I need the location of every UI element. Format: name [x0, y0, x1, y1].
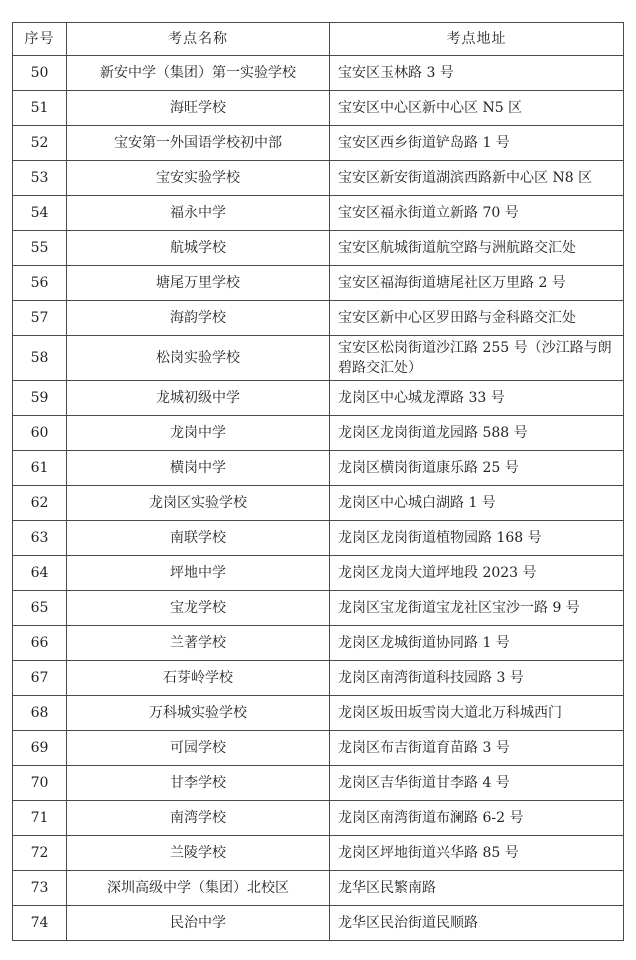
venue-name-cell: 海韵学校 — [67, 301, 330, 336]
serial-number-cell: 51 — [13, 91, 67, 126]
serial-number-cell: 52 — [13, 126, 67, 161]
table-row — [13, 556, 624, 591]
table-row — [13, 336, 624, 381]
table-row — [13, 381, 624, 416]
venue-address-cell: 龙岗区布吉街道育苗路 3 号 — [330, 731, 624, 766]
table-row — [13, 231, 624, 266]
venue-address-cell: 龙华区民治街道民顺路 — [330, 906, 624, 941]
venue-name-cell: 兰陵学校 — [67, 836, 330, 871]
table-row — [13, 871, 624, 906]
venue-name-cell: 海旺学校 — [67, 91, 330, 126]
venue-name-cell: 龙城初级中学 — [67, 381, 330, 416]
venue-name-cell: 万科城实验学校 — [67, 696, 330, 731]
serial-number-cell: 64 — [13, 556, 67, 591]
venue-name-cell: 福永中学 — [67, 196, 330, 231]
venue-name-cell: 宝安第一外国语学校初中部 — [67, 126, 330, 161]
venue-address-cell: 龙岗区南湾街道布澜路 6-2 号 — [330, 801, 624, 836]
header-serial-number: 序号 — [13, 23, 67, 56]
venue-name-cell: 宝安实验学校 — [67, 161, 330, 196]
header-venue-name: 考点名称 — [67, 23, 330, 56]
venue-name-cell: 南联学校 — [67, 521, 330, 556]
serial-number-cell: 68 — [13, 696, 67, 731]
serial-number-cell: 72 — [13, 836, 67, 871]
table-row — [13, 91, 624, 126]
venue-address-cell: 宝安区福永街道立新路 70 号 — [330, 196, 624, 231]
table-row — [13, 161, 624, 196]
venue-name-cell: 航城学校 — [67, 231, 330, 266]
venue-name-cell: 新安中学（集团）第一实验学校 — [67, 56, 330, 91]
serial-number-cell: 53 — [13, 161, 67, 196]
serial-number-cell: 63 — [13, 521, 67, 556]
table-row — [13, 801, 624, 836]
venue-address-cell: 宝安区新安街道湖滨西路新中心区 N8 区 — [330, 161, 624, 196]
venue-address-cell: 龙岗区南湾街道科技园路 3 号 — [330, 661, 624, 696]
table-row — [13, 126, 624, 161]
table-row — [13, 836, 624, 871]
serial-number-cell: 55 — [13, 231, 67, 266]
table-row — [13, 906, 624, 941]
table-row — [13, 591, 624, 626]
venue-address-cell: 龙岗区横岗街道康乐路 25 号 — [330, 451, 624, 486]
serial-number-cell: 71 — [13, 801, 67, 836]
venue-address-cell: 龙华区民繁南路 — [330, 871, 624, 906]
venue-address-cell: 龙岗区宝龙街道宝龙社区宝沙一路 9 号 — [330, 591, 624, 626]
venue-name-cell: 可园学校 — [67, 731, 330, 766]
venue-address-cell: 龙岗区坪地街道兴华路 85 号 — [330, 836, 624, 871]
table-row — [13, 626, 624, 661]
venue-address-cell: 龙岗区龙城街道协同路 1 号 — [330, 626, 624, 661]
venue-name-cell: 龙岗中学 — [67, 416, 330, 451]
venue-name-cell: 甘李学校 — [67, 766, 330, 801]
serial-number-cell: 69 — [13, 731, 67, 766]
table-row — [13, 301, 624, 336]
venue-address-cell: 龙岗区龙岗街道植物园路 168 号 — [330, 521, 624, 556]
table-row — [13, 266, 624, 301]
table-row — [13, 416, 624, 451]
venue-name-cell: 横岗中学 — [67, 451, 330, 486]
venue-name-cell: 塘尾万里学校 — [67, 266, 330, 301]
serial-number-cell: 74 — [13, 906, 67, 941]
venue-name-cell: 龙岗区实验学校 — [67, 486, 330, 521]
serial-number-cell: 59 — [13, 381, 67, 416]
venue-address-cell: 龙岗区吉华街道甘李路 4 号 — [330, 766, 624, 801]
venue-name-cell: 石芽岭学校 — [67, 661, 330, 696]
serial-number-cell: 54 — [13, 196, 67, 231]
venue-address-cell: 龙岗区龙岗大道坪地段 2023 号 — [330, 556, 624, 591]
venue-name-cell: 松岗实验学校 — [67, 336, 330, 381]
serial-number-cell: 70 — [13, 766, 67, 801]
serial-number-cell: 73 — [13, 871, 67, 906]
table-row — [13, 56, 624, 91]
table-row — [13, 766, 624, 801]
exam-venue-table — [12, 22, 624, 941]
serial-number-cell: 67 — [13, 661, 67, 696]
venue-name-cell: 民治中学 — [67, 906, 330, 941]
table-row — [13, 196, 624, 231]
venue-address-cell: 龙岗区中心城白湖路 1 号 — [330, 486, 624, 521]
venue-address-cell: 宝安区松岗街道沙江路 255 号（沙江路与朗碧路交汇处） — [330, 336, 624, 381]
serial-number-cell: 65 — [13, 591, 67, 626]
venue-name-cell: 深圳高级中学（集团）北校区 — [67, 871, 330, 906]
header-venue-address: 考点地址 — [330, 23, 624, 56]
serial-number-cell: 66 — [13, 626, 67, 661]
serial-number-cell: 57 — [13, 301, 67, 336]
serial-number-cell: 56 — [13, 266, 67, 301]
venue-address-cell: 宝安区福海街道塘尾社区万里路 2 号 — [330, 266, 624, 301]
serial-number-cell: 50 — [13, 56, 67, 91]
venue-address-cell: 宝安区中心区新中心区 N5 区 — [330, 91, 624, 126]
table-row — [13, 521, 624, 556]
table-row — [13, 731, 624, 766]
venue-address-cell: 龙岗区坂田坂雪岗大道北万科城西门 — [330, 696, 624, 731]
venue-name-cell: 宝龙学校 — [67, 591, 330, 626]
venue-address-cell: 宝安区航城街道航空路与洲航路交汇处 — [330, 231, 624, 266]
table-row — [13, 486, 624, 521]
serial-number-cell: 60 — [13, 416, 67, 451]
venue-name-cell: 南湾学校 — [67, 801, 330, 836]
table-row — [13, 661, 624, 696]
table-row — [13, 451, 624, 486]
serial-number-cell: 62 — [13, 486, 67, 521]
venue-name-cell: 兰著学校 — [67, 626, 330, 661]
venue-address-cell: 宝安区西乡街道铲岛路 1 号 — [330, 126, 624, 161]
venue-address-cell: 宝安区玉林路 3 号 — [330, 56, 624, 91]
venue-address-cell: 宝安区新中心区罗田路与金科路交汇处 — [330, 301, 624, 336]
table-header-row — [13, 23, 624, 56]
serial-number-cell: 58 — [13, 336, 67, 381]
table-row — [13, 696, 624, 731]
venue-address-cell: 龙岗区中心城龙潭路 33 号 — [330, 381, 624, 416]
venue-address-cell: 龙岗区龙岗街道龙园路 588 号 — [330, 416, 624, 451]
serial-number-cell: 61 — [13, 451, 67, 486]
venue-name-cell: 坪地中学 — [67, 556, 330, 591]
